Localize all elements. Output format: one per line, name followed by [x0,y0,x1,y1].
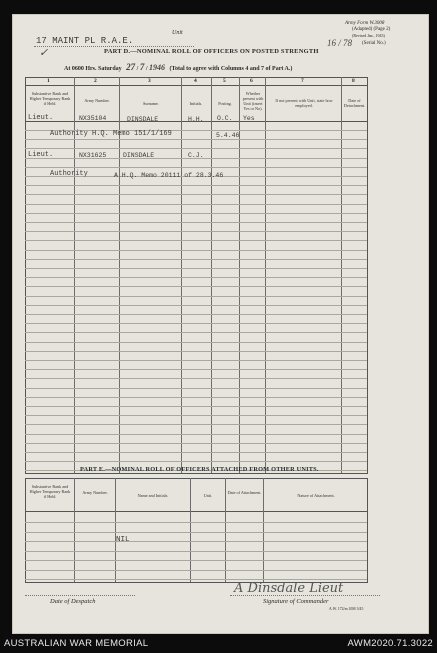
despatch-label: Date of Despatch [50,598,96,605]
ruled-line [25,570,367,571]
ruled-line [25,369,367,370]
ruled-line [25,360,367,361]
ruled-line [25,240,367,241]
col-line-6 [265,77,266,473]
e-col-header-unit: Unit. [203,493,213,498]
row2-date: 5.4.46 [216,132,240,139]
ruled-line [25,342,367,343]
archive-caption-left: AUSTRALIAN WAR MEMORIAL [4,638,149,649]
ruled-line [25,424,367,425]
ruled-line [25,296,367,297]
unit-label: Unit [172,30,183,36]
ruled-line [25,541,367,542]
ruled-line [25,185,367,186]
e-col-line-5 [263,478,264,582]
ruled-line [25,415,367,416]
col-line-7 [341,77,342,473]
e-col-line-4 [225,478,226,582]
col-number: 1 [47,78,50,84]
ruled-line [25,250,367,251]
ruled-line [25,305,367,306]
date-day: 27 [126,62,136,72]
ruled-line [25,213,367,214]
row1-posting: O.C. [217,115,233,122]
print-reference: A.W. 172/m 10M 3/45 [329,607,364,611]
date-year: 1946 [149,63,166,72]
archive-caption-right: AWM2020.71.3022 [347,638,433,649]
ruled-line [25,259,367,260]
date-month: 7 [139,62,145,72]
col-header-employed: If not present with Unit, state how employed. [275,98,333,108]
date-suffix: (Total to agree with Columns 4 and 7 of Part A.) [169,66,293,72]
ruled-line [25,167,367,168]
form-adapted: (Adapted) (Page 2) [352,27,391,32]
part-e-nil: NIL [116,536,130,544]
ruled-line [25,268,367,269]
col-header-initials: Initials. [189,101,203,106]
date-prefix: At 0600 Hrs. Saturday [64,66,122,72]
row1-present: Yes [243,115,255,122]
col-number: 2 [94,78,97,84]
col-number: 6 [250,78,253,84]
col-header-rank: Substantive Rank and Higher Temporary Rank if Held. [29,91,71,106]
col-header-present: Whether present with Unit (insert Yes or No). [242,91,264,111]
form-revised: (Revised Jan., 1943) [352,33,385,38]
ruled-line [25,397,367,398]
checkmark: ✓ [39,47,49,59]
signature-line [230,595,380,596]
form-id: Army Form W.3008 [345,21,385,26]
date-line: At 0600 Hrs. Saturday 27 / 7 / 1946 (Total to agree with Columns 4 and 7 of Part A.) [64,62,293,72]
col-header-posting: Posting. [218,101,232,106]
ruled-line [25,406,367,407]
col-number-line [25,85,367,86]
ruled-line [25,231,367,232]
e-col-header-nature: Nature of Attachment. [297,493,335,498]
e-col-header-rank: Substantive Rank and Higher Temporary Rank if Held. [29,484,71,499]
part-e-header-line [25,511,367,512]
ruled-line [25,388,367,389]
e-col-line-2 [115,478,116,582]
e-col-header-name: Name and Initials. [137,493,169,498]
col-number: 7 [301,78,304,84]
ruled-line [25,560,367,561]
ruled-line [25,314,367,315]
row1-number: NX35104 [79,115,107,122]
ruled-line [25,378,367,379]
ruled-line [25,551,367,552]
row4-authority: Authority [50,170,88,178]
ruled-line [25,522,367,523]
ruled-line [25,286,367,287]
col-number: 5 [223,78,226,84]
part-d-title: PART D.—NOMINAL ROLL OF OFFICERS ON POSTED STRENGTH [104,48,319,55]
serial-label: (Serial No.) [362,41,386,46]
e-col-line-1 [74,478,75,582]
row1-initials: H.H. [188,116,204,123]
signature-label: Signature of Commander [263,598,329,605]
row2-authority: Authority H.Q. Memo 151/1/169 [50,130,172,138]
col-header-army-number: Army Number. [84,98,110,103]
unit-value: 17 MAINT PL R.A.E. [36,36,134,46]
ruled-line [25,452,367,453]
ruled-line [25,204,367,205]
despatch-line [25,595,135,596]
ruled-line [25,148,367,149]
col-line-4 [211,77,212,473]
e-col-header-army-number: Army Number. [82,490,108,495]
row3-rank: Lieut. [28,151,54,159]
row1-rank: Lieut. [28,114,54,122]
part-e-title: PART E.—NOMINAL ROLL OF OFFICERS ATTACHED FROM OTHER UNITS. [80,466,319,473]
ruled-line [25,277,367,278]
archive-caption-bar [0,636,437,653]
e-col-header-date: Date of Attachment. [227,490,262,495]
row1-surname: DINSDALE [127,116,159,123]
row4-memo: A.H.Q. Memo 20111 of 28.3.46 [114,172,224,179]
ruled-line [25,323,367,324]
ruled-line [25,222,367,223]
document-page [12,14,429,634]
ruled-line [25,332,367,333]
e-col-line-3 [190,478,191,582]
col-number: 8 [352,78,355,84]
ruled-line [25,194,367,195]
ruled-line [25,461,367,462]
col-number: 4 [194,78,197,84]
col-header-surname: Surname. [143,101,159,106]
unit-underline [34,46,194,47]
col-header-detachment: Date of Detachment. [343,98,366,108]
row3-initials: C.J. [188,152,204,159]
ruled-line [25,532,367,533]
ruled-line [25,139,367,140]
commander-signature: A Dinsdale Lieut [234,581,344,596]
ruled-line [25,434,367,435]
serial-value: 16 / 78 [327,38,353,48]
ruled-line [25,351,367,352]
ruled-line [25,443,367,444]
row3-number: NX31625 [79,152,107,159]
col-number: 3 [148,78,151,84]
ruled-line [25,579,367,580]
row3-surname: DINSDALE [123,152,155,159]
col-line-3 [181,77,182,473]
